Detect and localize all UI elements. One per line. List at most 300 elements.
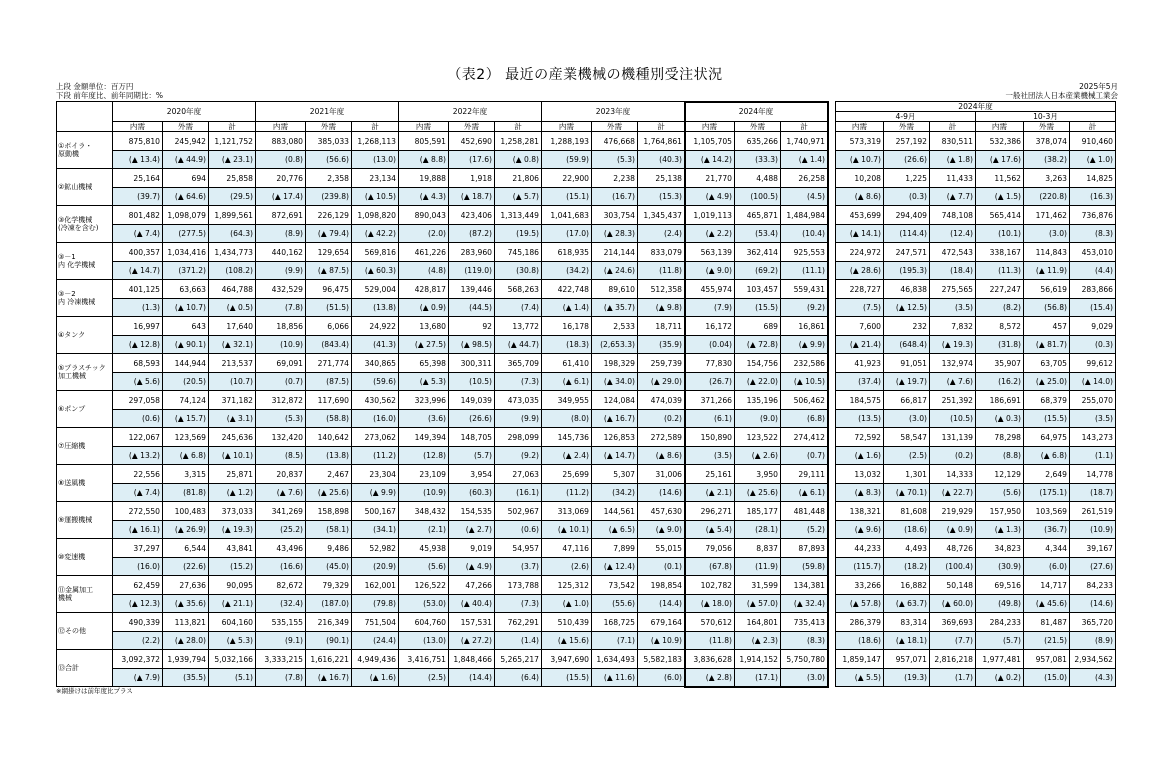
amount-cell: 563,139 [685,243,735,262]
amount-cell: 21,770 [685,169,735,188]
amount-cell: 401,125 [113,280,163,299]
amount-cell: 41,923 [836,354,884,373]
amount-cell: 117,690 [306,391,352,410]
amount-cell: 957,081 [1024,650,1070,669]
amount-cell: 16,882 [884,576,930,595]
ratio-cell: (▲ 6.1) [781,484,828,502]
amount-cell: 872,691 [256,206,306,225]
ratio-cell: (3.0) [1024,225,1070,243]
year-header: 2022年度 [399,102,542,122]
amount-cell: 568,263 [495,280,542,299]
amount-cell: 1,098,820 [352,206,399,225]
ratio-cell: (5.2) [781,521,828,539]
amount-cell: 132,974 [930,354,976,373]
ratio-cell: (9.9) [495,410,542,428]
sub-column-header: 外需 [884,122,930,132]
ratio-cell: (▲ 6.8) [1024,447,1070,465]
ratio-cell: (▲ 16.1) [113,521,163,539]
column-gap [828,465,836,484]
amount-cell: 168,725 [592,613,638,632]
amount-cell: 27,063 [495,465,542,484]
ratio-cell: (35.9) [638,336,685,354]
amount-cell: 22,556 [113,465,163,484]
ratio-cell: (34.1) [352,521,399,539]
ratio-cell: (▲ 5.3) [209,632,256,650]
ratio-cell: (▲ 1.4) [542,299,592,317]
amount-cell: 1,041,683 [542,206,592,225]
amount-cell: 10,208 [836,169,884,188]
amount-cell: 126,522 [399,576,449,595]
half-header: 10-3月 [976,112,1116,122]
amount-cell: 124,084 [592,391,638,410]
amount-cell: 144,944 [163,354,209,373]
ratio-cell: (11.2) [352,447,399,465]
row-label: ⑨運搬機械 [57,502,113,539]
ratio-cell: (100.4) [930,558,976,576]
table-row-ratio [57,484,1116,502]
sub-column-header: 外需 [592,122,638,132]
ratio-cell: (8.2) [976,299,1024,317]
sub-column-header: 内需 [113,122,163,132]
ratio-cell: (10.1) [976,225,1024,243]
amount-cell: 440,162 [256,243,306,262]
amount-cell: 143,273 [1070,428,1116,447]
amount-cell: 132,420 [256,428,306,447]
amount-cell: 453,699 [836,206,884,225]
column-gap [828,595,836,613]
amount-cell: 365,709 [495,354,542,373]
ratio-cell: (16.3) [1070,188,1116,206]
ratio-cell: (277.5) [163,225,209,243]
column-gap [828,373,836,391]
ratio-cell: (▲ 12.3) [113,595,163,613]
ratio-cell: (▲ 1.6) [836,447,884,465]
ratio-cell: (▲ 57.8) [836,595,884,613]
ratio-cell: (41.3) [352,336,399,354]
amount-cell: 476,668 [592,132,638,151]
column-gap [828,447,836,465]
ratio-cell: (▲ 1.0) [542,595,592,613]
amount-cell: 618,935 [542,243,592,262]
amount-cell: 14,333 [930,465,976,484]
ratio-cell: (38.2) [1024,151,1070,169]
amount-cell: 11,433 [930,169,976,188]
amount-cell: 1,225 [884,169,930,188]
ratio-cell: (▲ 64.6) [163,188,209,206]
sub-column-header: 内需 [542,122,592,132]
ratio-cell: (26.6) [449,410,495,428]
amount-cell: 4,344 [1024,539,1070,558]
amount-cell: 283,866 [1070,280,1116,299]
ratio-cell: (▲ 0.5) [209,299,256,317]
amount-cell: 452,690 [449,132,495,151]
ratio-cell: (59.6) [352,373,399,391]
table-row-ratio [57,521,1116,539]
amount-cell: 745,186 [495,243,542,262]
ratio-cell: (7.1) [592,632,638,650]
amount-cell: 751,504 [352,613,399,632]
column-gap [828,428,836,447]
amount-cell: 7,832 [930,317,976,336]
amount-cell: 34,823 [976,539,1024,558]
amount-cell: 54,957 [495,539,542,558]
sub-column-header: 外需 [163,122,209,132]
ratio-cell: (▲ 9.9) [781,336,828,354]
amount-cell: 9,486 [306,539,352,558]
ratio-cell: (33.3) [735,151,781,169]
amount-cell: 255,070 [1070,391,1116,410]
amount-cell: 158,898 [306,502,352,521]
ratio-cell: (58.8) [306,410,352,428]
ratio-cell: (34.2) [542,262,592,280]
unit-note-lower: 下段 前年度比、前年同期比：% [56,91,164,100]
amount-cell: 297,058 [113,391,163,410]
ratio-cell: (▲ 70.1) [884,484,930,502]
ratio-cell: (▲ 14.7) [592,447,638,465]
ratio-cell: (▲ 2.4) [542,447,592,465]
amount-cell: 154,756 [735,354,781,373]
ratio-cell: (▲ 21.1) [209,595,256,613]
ratio-cell: (5.6) [976,484,1024,502]
ratio-cell: (7.5) [836,299,884,317]
amount-cell: 89,610 [592,280,638,299]
ratio-cell: (▲ 7.4) [113,225,163,243]
ratio-cell: (▲ 7.7) [930,188,976,206]
ratio-cell: (13.0) [352,151,399,169]
column-gap [828,410,836,428]
ratio-cell: (843.4) [306,336,352,354]
ratio-cell: (▲ 15.6) [542,632,592,650]
amount-cell: 5,750,780 [781,650,828,669]
ratio-cell: (114.4) [884,225,930,243]
ratio-cell: (12.8) [399,447,449,465]
ratio-cell: (▲ 0.8) [495,151,542,169]
row-label: ③－2 内 冷凍機械 [57,280,113,317]
ratio-cell: (60.3) [449,484,495,502]
sub-column-header: 内需 [399,122,449,132]
amount-cell: 64,975 [1024,428,1070,447]
table-row [57,502,1116,521]
ratio-cell: (▲ 14.2) [685,151,735,169]
sub-column-header: 計 [209,122,256,132]
amount-cell: 157,950 [976,502,1024,521]
ratio-cell: (5.3) [256,410,306,428]
amount-cell: 14,778 [1070,465,1116,484]
ratio-cell: (37.4) [836,373,884,391]
ratio-cell: (18.2) [884,558,930,576]
column-gap [828,262,836,280]
amount-cell: 72,592 [836,428,884,447]
ratio-cell: (371.2) [163,262,209,280]
amount-cell: 3,263 [1024,169,1070,188]
amount-cell: 83,314 [884,613,930,632]
ratio-cell: (27.6) [1070,558,1116,576]
ratio-cell: (▲ 2.8) [685,669,735,687]
amount-cell: 103,457 [735,280,781,299]
label-header-cell [57,102,113,132]
amount-cell: 323,996 [399,391,449,410]
ratio-cell: (10.9) [399,484,449,502]
ratio-cell: (34.2) [592,484,638,502]
ratio-cell: (▲ 10.7) [163,299,209,317]
ratio-cell: (20.5) [163,373,209,391]
table-row-ratio [57,336,1116,354]
ratio-cell: (9.2) [781,299,828,317]
column-gap [828,102,836,132]
amount-cell: 261,519 [1070,502,1116,521]
amount-cell: 134,381 [781,576,828,595]
ratio-cell: (36.7) [1024,521,1070,539]
ratio-cell: (2.1) [399,521,449,539]
amount-cell: 52,982 [352,539,399,558]
table-row-ratio [57,558,1116,576]
amount-cell: 500,167 [352,502,399,521]
table-row [57,132,1116,151]
amount-cell: 3,315 [163,465,209,484]
sub-column-header: 内需 [836,122,884,132]
amount-cell: 31,599 [735,576,781,595]
ratio-cell: (▲ 1.8) [930,151,976,169]
sub-column-header: 外需 [1024,122,1070,132]
ratio-cell: (▲ 90.1) [163,336,209,354]
amount-cell: 16,997 [113,317,163,336]
ratio-cell: (3.5) [930,299,976,317]
ratio-cell: (45.0) [306,558,352,576]
ratio-cell: (▲ 81.7) [1024,336,1070,354]
amount-cell: 1,634,493 [592,650,638,669]
ratio-cell: (25.2) [256,521,306,539]
amount-cell: 9,019 [449,539,495,558]
ratio-cell: (2.2) [113,632,163,650]
amount-cell: 9,029 [1070,317,1116,336]
ratio-cell: (53.0) [399,595,449,613]
amount-cell: 164,801 [735,613,781,632]
amount-cell: 17,640 [209,317,256,336]
ratio-cell: (▲ 10.9) [638,632,685,650]
ratio-cell: (▲ 2.2) [685,225,735,243]
amount-cell: 13,680 [399,317,449,336]
amount-cell: 3,950 [735,465,781,484]
row-label: ⑬合計 [57,650,113,687]
amount-cell: 532,386 [976,132,1024,151]
ratio-cell: (▲ 10.5) [781,373,828,391]
amount-cell: 506,462 [781,391,828,410]
column-gap [828,613,836,632]
ratio-cell: (▲ 1.5) [976,188,1024,206]
ratio-cell: (18.6) [884,521,930,539]
ratio-cell: (▲ 13.2) [113,447,163,465]
amount-cell: 25,858 [209,169,256,188]
ratio-cell: (40.3) [638,151,685,169]
ratio-cell: (▲ 6.5) [592,521,638,539]
column-gap [828,336,836,354]
amount-cell: 25,138 [638,169,685,188]
amount-cell: 103,569 [1024,502,1070,521]
amount-cell: 2,649 [1024,465,1070,484]
amount-cell: 219,929 [930,502,976,521]
amount-cell: 245,942 [163,132,209,151]
ratio-cell: (30.9) [976,558,1024,576]
amount-cell: 473,035 [495,391,542,410]
amount-cell: 510,439 [542,613,592,632]
ratio-cell: (16.2) [976,373,1024,391]
table-row-ratio [57,632,1116,650]
ratio-cell: (▲ 26.9) [163,521,209,539]
ratio-cell: (0.8) [256,151,306,169]
amount-cell: 73,542 [592,576,638,595]
column-gap [828,521,836,539]
ratio-cell: (30.8) [495,262,542,280]
ratio-cell: (▲ 9.0) [685,262,735,280]
ratio-cell: (▲ 23.1) [209,151,256,169]
page-title: （表2） 最近の産業機械の機種別受注状況 [447,67,723,83]
amount-cell: 185,177 [735,502,781,521]
amount-cell: 378,074 [1024,132,1070,151]
ratio-cell: (2.0) [399,225,449,243]
ratio-cell: (18.7) [1070,484,1116,502]
amount-cell: 92 [449,317,495,336]
ratio-cell: (▲ 7.6) [256,484,306,502]
amount-cell: 232,586 [781,354,828,373]
amount-cell: 139,446 [449,280,495,299]
sub-column-header: 内需 [256,122,306,132]
amount-cell: 245,636 [209,428,256,447]
amount-cell: 1,105,705 [685,132,735,151]
amount-cell: 303,754 [592,206,638,225]
orders-table [56,101,1116,687]
row-label: ⑥ポンプ [57,391,113,428]
amount-cell: 512,358 [638,280,685,299]
amount-cell: 7,600 [836,317,884,336]
amount-cell: 82,672 [256,576,306,595]
amount-cell: 37,297 [113,539,163,558]
amount-cell: 77,830 [685,354,735,373]
ratio-cell: (53.4) [735,225,781,243]
ratio-cell: (2.4) [638,225,685,243]
amount-cell: 957,071 [884,650,930,669]
amount-cell: 371,266 [685,391,735,410]
amount-cell: 3,092,372 [113,650,163,669]
amount-cell: 432,529 [256,280,306,299]
ratio-cell: (13.5) [836,410,884,428]
ratio-cell: (81.8) [163,484,209,502]
amount-cell: 373,033 [209,502,256,521]
ratio-cell: (58.1) [306,521,352,539]
ratio-cell: (0.04) [685,336,735,354]
ratio-cell: (▲ 8.6) [638,447,685,465]
ratio-cell: (0.7) [256,373,306,391]
ratio-cell: (7.7) [930,632,976,650]
ratio-cell: (▲ 1.3) [976,521,1024,539]
amount-cell: 272,550 [113,502,163,521]
ratio-cell: (1.4) [495,632,542,650]
amount-cell: 25,699 [542,465,592,484]
ratio-cell: (16.1) [495,484,542,502]
amount-cell: 74,124 [163,391,209,410]
ratio-cell: (18.6) [836,632,884,650]
amount-cell: 14,825 [1070,169,1116,188]
ratio-cell: (7.3) [495,595,542,613]
ratio-cell: (17.6) [449,151,495,169]
amount-cell: 273,062 [352,428,399,447]
row-label: ⑫その他 [57,613,113,650]
ratio-cell: (▲ 16.7) [592,410,638,428]
ratio-cell: (15.3) [638,188,685,206]
ratio-cell: (▲ 4.9) [449,558,495,576]
ratio-cell: (▲ 28.6) [836,262,884,280]
ratio-cell: (0.2) [930,447,976,465]
ratio-cell: (0.2) [638,410,685,428]
ratio-cell: (▲ 63.7) [884,595,930,613]
column-gap [828,354,836,373]
column-gap [828,169,836,188]
ratio-cell: (11.1) [781,262,828,280]
amount-cell: 247,571 [884,243,930,262]
sub-column-header: 計 [352,122,399,132]
ratio-cell: (3.7) [495,558,542,576]
ratio-cell: (▲ 22.0) [735,373,781,391]
amount-cell: 461,226 [399,243,449,262]
amount-cell: 184,575 [836,391,884,410]
amount-cell: 13,032 [836,465,884,484]
amount-cell: 565,414 [976,206,1024,225]
ratio-cell: (6.1) [685,410,735,428]
ratio-cell: (▲ 3.1) [209,410,256,428]
ratio-cell: (16.6) [256,558,306,576]
amount-cell: 123,569 [163,428,209,447]
ratio-cell: (3.0) [884,410,930,428]
ratio-cell: (▲ 8.6) [836,188,884,206]
amount-cell: 1,301 [884,465,930,484]
ratio-cell: (11.8) [638,262,685,280]
ratio-cell: (▲ 24.6) [592,262,638,280]
amount-cell: 275,565 [930,280,976,299]
amount-cell: 1,098,079 [163,206,209,225]
amount-cell: 298,099 [495,428,542,447]
ratio-cell: (10.9) [256,336,306,354]
ratio-cell: (14.6) [1070,595,1116,613]
amount-cell: 1,918 [449,169,495,188]
ratio-cell: (175.1) [1024,484,1070,502]
table-row [57,576,1116,595]
amount-cell: 1,034,416 [163,243,209,262]
ratio-cell: (56.6) [306,151,352,169]
amount-cell: 1,484,984 [781,206,828,225]
amount-cell: 748,108 [930,206,976,225]
amount-cell: 140,642 [306,428,352,447]
amount-cell: 283,960 [449,243,495,262]
ratio-cell: (51.5) [306,299,352,317]
amount-cell: 5,032,166 [209,650,256,669]
amount-cell: 312,872 [256,391,306,410]
amount-cell: 129,654 [306,243,352,262]
column-gap [828,650,836,669]
amount-cell: 216,349 [306,613,352,632]
amount-cell: 63,705 [1024,354,1070,373]
ratio-cell: (▲ 13.4) [113,151,163,169]
amount-cell: 259,739 [638,354,685,373]
row-label: ④タンク [57,317,113,354]
amount-cell: 502,967 [495,502,542,521]
ratio-cell: (▲ 10.5) [352,188,399,206]
amount-cell: 694 [163,169,209,188]
amount-cell: 1,977,481 [976,650,1024,669]
half-year-group-header: 2024年度 [836,102,1116,112]
amount-cell: 69,091 [256,354,306,373]
ratio-cell: (▲ 0.9) [399,299,449,317]
ratio-cell: (▲ 12.5) [884,299,930,317]
ratio-cell: (▲ 0.3) [976,410,1024,428]
